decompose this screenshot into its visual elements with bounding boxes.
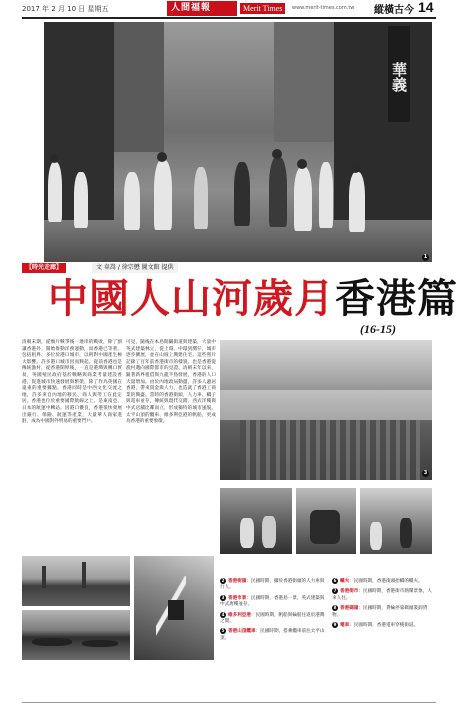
sedan-chair [310,510,340,544]
article-column-2: 可見，隨後在本島開闢街道與建築，大量中英式建築林立，從上環、中環到灣仔，城市逐步擴展，並在山坡上興建住宅。這些照片記錄了百年前香港街市的樣貌，也是香港從漁村邁向國際都市的見證。清朝末年以來，隨著新界租借與九龍半島發展，香港的人口大量增加。由於內地政局動盪，許多人避居香港，帶來資金與人力，也造就了香港工商業的興盛。當時的香港街頭，人力車、轎子與電車並存，傳統與現代交錯，西式洋樓與中式店舖比鄰而立，形成獨特的城市風貌。太平山頂的纜車、維多利亞港的帆船，更成為香港的重要象徵。 [126,340,216,425]
photo-number: 3 [423,470,428,476]
boat [82,640,118,647]
building-left-2 [114,22,164,152]
street [44,220,432,262]
pedestrian [194,167,208,229]
photo-number: 1 [423,254,428,260]
photo-caption: 7 香港街市：民國時期，香港街市熱鬧景象，人來人往。 [332,588,432,601]
boat [32,638,72,646]
pedestrian [48,162,62,222]
photo-credit: 文 韋嵩 / 徐宗懋 圖文館 提供 [92,263,178,273]
pedestrian [124,172,140,230]
photo-caption: 6 轎夫：民國時期，香港街頭抬轎的轎夫。 [333,578,423,584]
tram-car [168,600,184,620]
photo-harbor-ships [22,556,130,606]
photo-market-street [360,488,432,554]
pedestrian [234,162,250,226]
pedestrian-head [157,152,167,162]
ship-mast [82,562,86,588]
photo-caption: 8 香港碼頭：民國時期，貨輪停靠碼頭裝卸貨物。 [332,605,428,618]
pedestrian [269,157,287,227]
building-right-2 [274,22,334,142]
main-photo-street-scene [44,22,432,262]
figure [400,518,412,548]
footer-rule [22,702,436,703]
photo-captions-right [332,578,432,632]
photo-caption: 4 維多利亞港：民國時期，帆船與輪船往返於港灣之間。 [220,611,325,625]
pedestrian-head [351,164,360,173]
photo-street-rickshaw [220,488,292,554]
headline-red: 中國人山河歲月 [48,276,335,322]
shop-sign: 華義 [388,26,410,122]
photo-caption: 2 香港街頭：民國時期，攝於香港街頭的人力車與行人。 [220,578,325,591]
headline [48,275,458,325]
pedestrian-head [297,159,307,169]
series-number: (16-15) [360,322,396,336]
harbor-water [220,390,432,420]
pedestrian-head [272,149,282,159]
figure [240,518,254,548]
page-header [0,0,440,18]
photo-caption-strip [22,263,432,273]
figure [262,516,276,548]
photo-caption: 5 香港山頂纜車：民國時期，搭乘纜車前往太平山頂。 [220,628,325,641]
issue-date: 2017 年 2 月 10 日 星期五 [22,5,109,13]
pedestrian-head [50,154,59,163]
headline-black: 香港篇 [335,276,458,322]
newspaper-english-name: Merit Times [240,3,285,14]
page-number: 14 [418,0,434,15]
pedestrian [74,172,88,228]
rooftops [240,420,420,480]
photo-peak-tram [134,556,214,660]
ship-mast [42,566,46,588]
pedestrian [349,172,365,232]
photo-sedan-chair [296,488,356,554]
photo-harbor-sampans [22,610,130,660]
section-title: 縱橫古今 [374,5,414,16]
photo-captions-left [220,578,328,645]
column-tag: 【時光走廊】 [22,263,66,273]
pedestrian [319,162,333,228]
photo-caption: 9 電車：民國時期，香港電車穿梭街道。 [333,622,419,629]
photo-city-panorama [220,340,432,480]
pedestrian [294,167,312,231]
newspaper-logo: 人間福報 [167,1,237,16]
article-column-1: 清朝末期，從鴉片戰爭後一連串的戰敗，除了割讓香港外，開始推動洋務運動，而香港已等著，包括租界、多位於港口城市，以則對中國產生極大影響。許多港口城市因而興起。從前香港也是傳統漁村，從香港開埠後，一直是港灣與轉口貿易，英國殖民政府基於戰略與商業考量建設香港，促進城市快速發展與繁榮。除了作為英國在遠東的重要據點，香港同時是中西文化交流之地，許多來自內地的移民、商人與勞工在此定居。香港也位於重要國際航線之上，是東南亞、日本的航運中轉站。因港口優良，香港很快發展出銀行、保險、航運等產業，大量華人商家進駐，成為中國對外貿易的重要門戶。 [22,340,122,425]
pedestrian [154,160,172,230]
website-url: www.merit-times.com.tw [292,5,355,11]
photo-caption: 3 香港市景：民國時期，香港島一景，英式建築與中式唐樓並存。 [220,594,325,608]
header-rule [22,17,436,19]
figure [370,522,382,550]
